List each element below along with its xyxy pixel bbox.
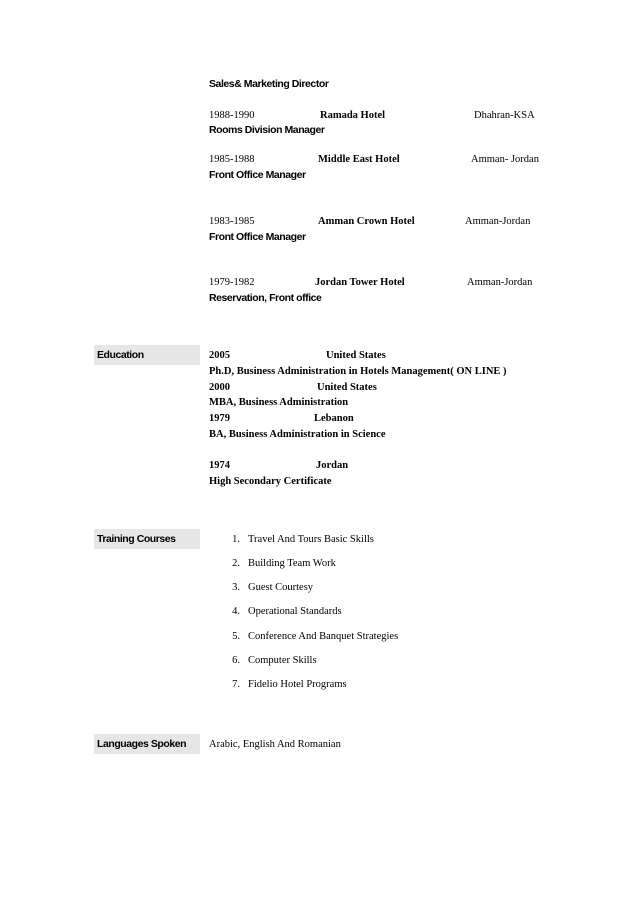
job-hotel: Middle East Hotel — [318, 154, 400, 165]
course-item: Travel And Tours Basic Skills — [248, 534, 374, 545]
course-number: 1. — [232, 534, 240, 545]
section-label-education: Education — [94, 345, 200, 365]
course-number: 4. — [232, 606, 240, 617]
education-place: United States — [317, 382, 377, 393]
education-year: 1974 — [209, 460, 230, 471]
course-number: 5. — [232, 631, 240, 642]
education-year: 2005 — [209, 350, 230, 361]
job-hotel: Jordan Tower Hotel — [315, 277, 405, 288]
education-degree: MBA, Business Administration — [209, 397, 349, 408]
course-number: 3. — [232, 582, 240, 593]
education-place: Jordan — [316, 460, 349, 471]
job-location: Amman-Jordan — [465, 216, 531, 227]
languages-value: Arabic, English And Romanian — [209, 739, 341, 750]
job-years: 1988-1990 — [209, 110, 255, 121]
section-label-training: Training Courses — [94, 529, 200, 549]
job-title: Front Office Manager — [209, 231, 306, 243]
job-location: Amman-Jordan — [467, 277, 533, 288]
education-degree: BA, Business Administration in Science — [209, 429, 386, 440]
education-degree: High Secondary Certificate — [209, 476, 332, 487]
education-year: 1979 — [209, 413, 230, 424]
job-years: 1983-1985 — [209, 216, 255, 227]
section-label-languages: Languages Spoken — [94, 734, 200, 754]
course-item: Conference And Banquet Strategies — [248, 631, 399, 642]
course-item: Fidelio Hotel Programs — [248, 679, 347, 690]
job-title: Reservation, Front office — [209, 292, 322, 304]
education-place: Lebanon — [314, 413, 354, 424]
job-hotel: Amman Crown Hotel — [318, 216, 415, 227]
course-number: 7. — [232, 679, 240, 690]
job-location: Amman- Jordan — [471, 154, 539, 165]
course-item: Guest Courtesy — [248, 582, 314, 593]
job-hotel: Ramada Hotel — [320, 110, 386, 121]
course-item: Operational Standards — [248, 606, 342, 617]
job-title-top: Sales& Marketing Director — [209, 78, 329, 90]
course-number: 6. — [232, 655, 240, 666]
job-title: Front Office Manager — [209, 169, 306, 181]
education-place: United States — [326, 350, 386, 361]
job-years: 1985-1988 — [209, 154, 255, 165]
job-location: Dhahran-KSA — [474, 110, 535, 121]
job-title: Rooms Division Manager — [209, 124, 325, 136]
course-item: Computer Skills — [248, 655, 317, 666]
course-item: Building Team Work — [248, 558, 336, 569]
course-number: 2. — [232, 558, 240, 569]
job-years: 1979-1982 — [209, 277, 255, 288]
education-year: 2000 — [209, 382, 230, 393]
education-degree: Ph.D, Business Administration in Hotels Management( ON LINE ) — [209, 366, 507, 377]
